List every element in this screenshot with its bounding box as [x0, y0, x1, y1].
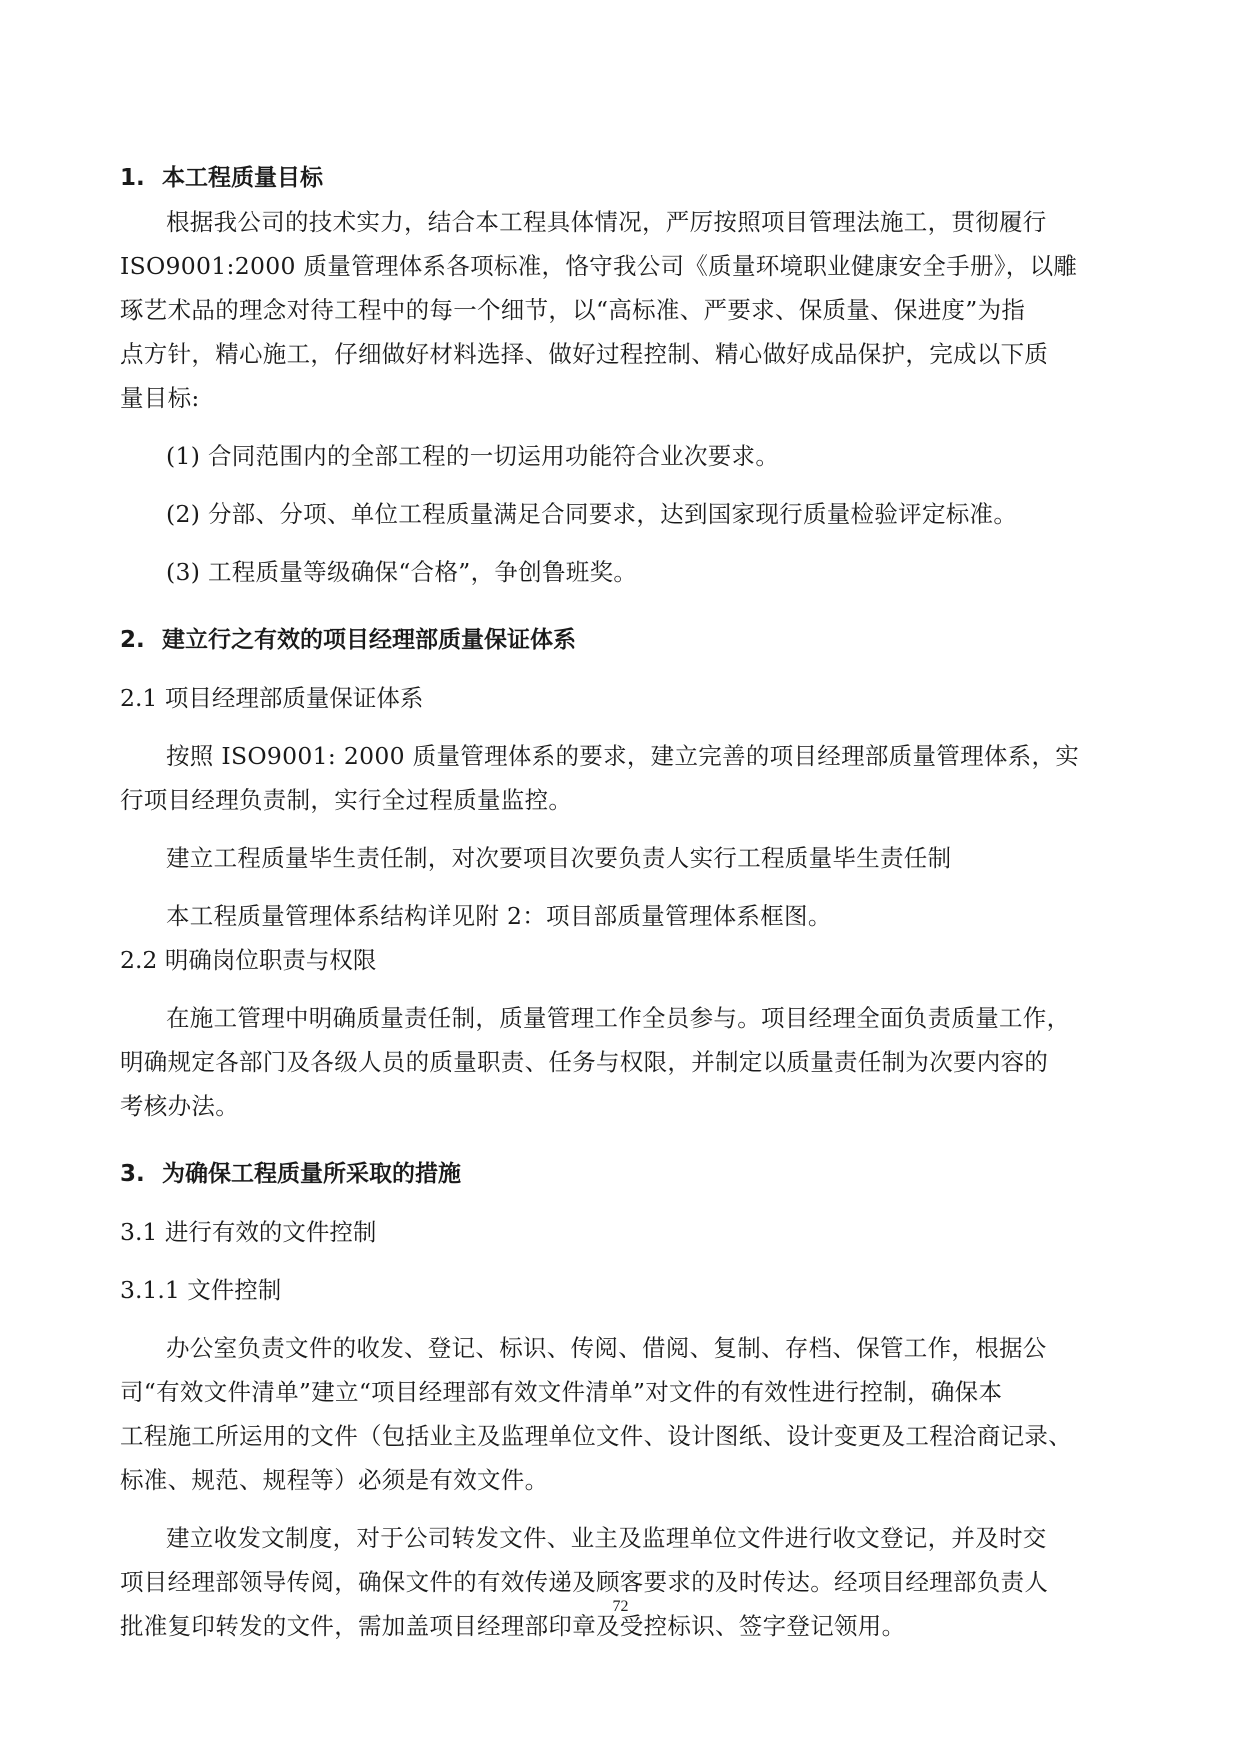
paragraph-line: 在施工管理中明确质量责任制，质量管理工作全员参与。项目经理全面负责质量工作， — [166, 1004, 1071, 1032]
subsection-3-1-1-title: 3.1.1 文件控制 — [120, 1276, 282, 1304]
page-content — [120, 156, 1124, 1648]
section-2-heading — [120, 618, 1124, 662]
page-number: 72 — [612, 1598, 629, 1615]
list-item: (3) 工程质量等级确保“合格”，争创鲁班奖。 — [166, 558, 638, 586]
list-item: (2) 分部、分项、单位工程质量满足合同要求，达到国家现行质量检验评定标准。 — [166, 500, 1018, 528]
paragraph-line: 标准、规范、规程等）必须是有效文件。 — [120, 1466, 549, 1494]
list-item: (1) 合同范围内的全部工程的一切运用功能符合业次要求。 — [166, 442, 780, 470]
paragraph-line: 工程施工所运用的文件（包括业主及监理单位文件、设计图纸、设计变更及工程洽商记录、 — [120, 1422, 1072, 1450]
paragraph-line: 量目标: — [120, 384, 200, 412]
paragraph-line: 项目经理部领导传阅，确保文件的有效传递及顾客要求的及时传达。经项目经理部负责人 — [120, 1568, 1049, 1596]
subsection-2-2-title: 2.2 明确岗位职责与权限 — [120, 946, 377, 974]
section-2-number: 2. — [120, 627, 145, 653]
paragraph-line: 批准复印转发的文件，需加盖项目经理部印章及受控标识、签字登记领用。 — [120, 1612, 906, 1640]
paragraph-line: 司“有效文件清单”建立“项目经理部有效文件清单”对文件的有效性进行控制，确保本 — [120, 1378, 1003, 1406]
paragraph-line: 根据我公司的技术实力，结合本工程具体情况，严厉按照项目管理法施工，贯彻履行 — [166, 208, 1047, 236]
subsection-3-1-title: 3.1 进行有效的文件控制 — [120, 1218, 377, 1246]
paragraph-line: 建立工程质量毕生责任制，对次要项目次要负责人实行工程质量毕生责任制 — [166, 844, 952, 872]
section-3-title: 为确保工程质量所采取的措施 — [162, 1161, 461, 1187]
section-1-title: 本工程质量目标 — [162, 165, 323, 191]
section-3-heading — [120, 1152, 1124, 1196]
section-1-heading — [120, 156, 1124, 200]
paragraph-line: 本工程质量管理体系结构详见附 2：项目部质量管理体系框图。 — [166, 902, 832, 930]
subsection-2-1-title: 2.1 项目经理部质量保证体系 — [120, 684, 424, 712]
paragraph-line: 考核办法。 — [120, 1092, 239, 1120]
paragraph-line: 办公室负责文件的收发、登记、标识、传阅、借阅、复制、存档、保管工作，根据公 — [166, 1334, 1047, 1362]
paragraph-line: 建立收发文制度，对于公司转发文件、业主及监理单位文件进行收文登记，并及时交 — [166, 1524, 1047, 1552]
paragraph-line: 行项目经理负责制，实行全过程质量监控。 — [120, 786, 573, 814]
section-2-title: 建立行之有效的项目经理部质量保证体系 — [162, 627, 576, 653]
section-1-number: 1. — [120, 165, 145, 191]
paragraph-line: 琢艺术品的理念对待工程中的每一个细节，以“高标准、严要求、保质量、保进度”为指 — [120, 296, 1026, 324]
paragraph-line: 按照 ISO9001: 2000 质量管理体系的要求，建立完善的项目经理部质量管理体系，实 — [166, 742, 1080, 770]
paragraph-line: 明确规定各部门及各级人员的质量职责、任务与权限，并制定以质量责任制为次要内容的 — [120, 1048, 1049, 1076]
paragraph-line: 点方针，精心施工，仔细做好材料选择、做好过程控制、精心做好成品保护，完成以下质 — [120, 340, 1049, 368]
section-3-number: 3. — [120, 1161, 145, 1187]
paragraph-line: ISO9001:2000 质量管理体系各项标准，恪守我公司《质量环境职业健康安全手册》，以雕 — [120, 252, 1078, 280]
